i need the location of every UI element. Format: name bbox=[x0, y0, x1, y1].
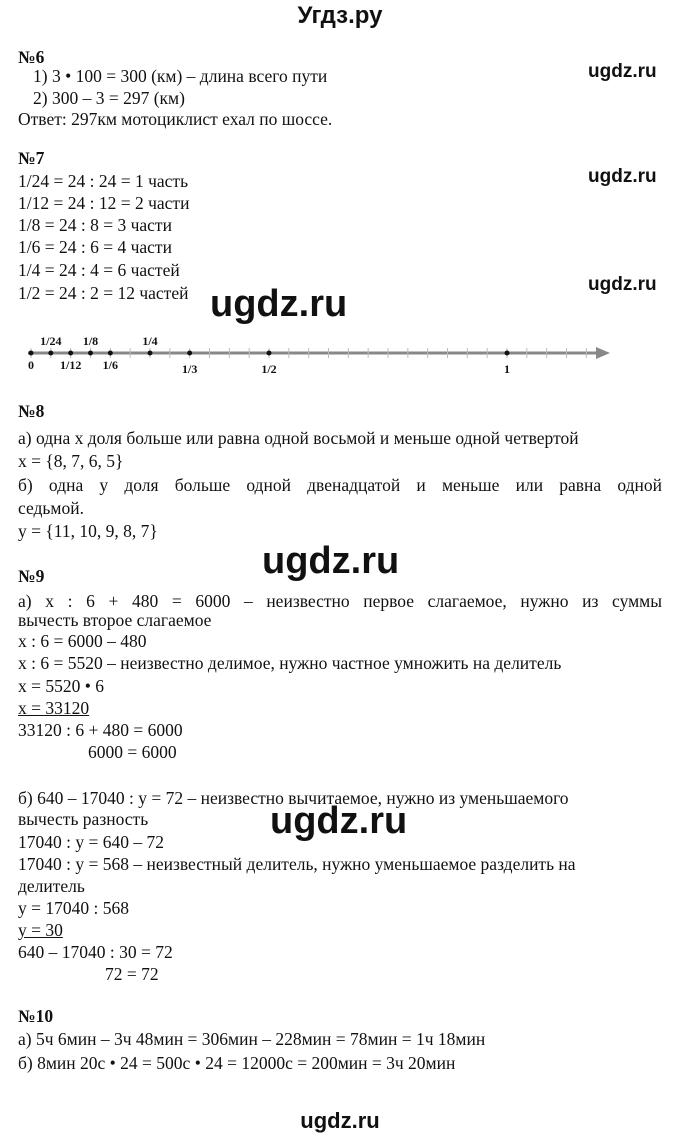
task-9-b-line: б) 640 – 17040 : y = 72 – неизвестно вычитаемое, нужно из уменьшаемого bbox=[18, 788, 569, 808]
point-label: 1/4 bbox=[142, 334, 158, 348]
task-9-a-line: x : 6 = 6000 – 480 bbox=[18, 631, 147, 651]
task-7-line: 1/24 = 24 : 24 = 1 часть bbox=[18, 171, 189, 191]
task-9-b-line: 72 = 72 bbox=[105, 964, 159, 984]
watermark: ugdz.ru bbox=[262, 540, 400, 582]
point-label: 1/6 bbox=[102, 358, 119, 372]
task-9-b-line: y = 17040 : 568 bbox=[18, 898, 129, 918]
point bbox=[108, 351, 113, 356]
task-7-line: 1/4 = 24 : 4 = 6 частей bbox=[18, 260, 180, 280]
point-label: 1 bbox=[504, 362, 510, 376]
task-10-title: №10 bbox=[18, 1006, 54, 1026]
task-7-line: 1/6 = 24 : 6 = 4 части bbox=[18, 237, 172, 257]
task-8-title: №8 bbox=[18, 401, 45, 421]
task-8-a-set: x = {8, 7, 6, 5} bbox=[18, 451, 124, 471]
task-9-b-line: вычесть разность bbox=[18, 809, 149, 829]
task-8-b: б) одна y доля больше одной двенадцатой и меньше или равна одной bbox=[18, 475, 662, 495]
point-label: 1/3 bbox=[181, 362, 198, 376]
point bbox=[29, 351, 34, 356]
point-label: 0 bbox=[28, 358, 34, 372]
point bbox=[187, 351, 192, 356]
axis-arrow bbox=[596, 347, 610, 359]
number-line bbox=[0, 325, 680, 380]
task-8-b-set: y = {11, 10, 9, 8, 7} bbox=[18, 521, 158, 541]
task-7-title: №7 bbox=[18, 148, 45, 168]
watermark: ugdz.ru bbox=[588, 166, 657, 187]
task-6-line: 2) 300 – 3 = 297 (км) bbox=[33, 88, 185, 108]
task-7-line: 1/8 = 24 : 8 = 3 части bbox=[18, 215, 172, 235]
task-9-b-result: y = 30 bbox=[18, 920, 63, 940]
point bbox=[505, 351, 510, 356]
footer-watermark: ugdz.ru bbox=[300, 1108, 380, 1133]
task-9-a-line: x = 5520 • 6 bbox=[18, 676, 104, 696]
task-9-b-line: 17040 : y = 640 – 72 bbox=[18, 832, 164, 852]
task-8-b: седьмой. bbox=[18, 498, 84, 518]
watermark: ugdz.ru bbox=[210, 283, 348, 325]
site-header: Угдз.ру bbox=[297, 2, 383, 29]
point bbox=[148, 351, 153, 356]
task-9-b-line: 640 – 17040 : 30 = 72 bbox=[18, 942, 173, 962]
task-9-b-line: 17040 : y = 568 – неизвестный делитель, нужно уменьшаемое разделить на bbox=[18, 854, 576, 874]
point bbox=[88, 351, 93, 356]
point-label: 1/8 bbox=[82, 334, 99, 348]
task-6-title: №6 bbox=[18, 47, 45, 67]
task-9-a-line: 33120 : 6 + 480 = 6000 bbox=[18, 720, 183, 740]
task-9-a-line: вычесть второе слагаемое bbox=[18, 610, 212, 630]
watermark: ugdz.ru bbox=[270, 800, 408, 842]
task-9-a-line: а) x : 6 + 480 = 6000 – неизвестно первое слагаемое, нужно из суммы bbox=[18, 591, 662, 611]
task-7-line: 1/12 = 24 : 12 = 2 части bbox=[18, 193, 190, 213]
task-9-b-line: делитель bbox=[18, 876, 85, 896]
task-7-line: 1/2 = 24 : 2 = 12 частей bbox=[18, 283, 189, 303]
point-label: 1/12 bbox=[59, 358, 82, 372]
watermark: ugdz.ru bbox=[588, 274, 657, 295]
task-8-a: а) одна x доля больше или равна одной восьмой и меньше одной четвертой bbox=[18, 428, 579, 448]
point bbox=[267, 351, 272, 356]
task-6-line: 1) 3 • 100 = 300 (км) – длина всего пути bbox=[33, 66, 328, 86]
point-label: 1/2 bbox=[261, 362, 277, 376]
task-6-answer: Ответ: 297км мотоциклист ехал по шоссе. bbox=[18, 109, 333, 129]
task-10-line: б) 8мин 20с • 24 = 500с • 24 = 12000с = 200мин = 3ч 20мин bbox=[18, 1053, 456, 1073]
task-9-a-line: 6000 = 6000 bbox=[88, 742, 177, 762]
point bbox=[48, 351, 53, 356]
task-9-a-line: x : 6 = 5520 – неизвестно делимое, нужно частное умножить на делитель bbox=[18, 653, 562, 673]
task-10-line: а) 5ч 6мин – 3ч 48мин = 306мин – 228мин = 78мин = 1ч 18мин bbox=[18, 1029, 486, 1049]
task-9-a-result: x = 33120 bbox=[18, 698, 90, 718]
point-label: 1/24 bbox=[40, 334, 62, 348]
point bbox=[68, 351, 73, 356]
task-9-title: №9 bbox=[18, 566, 45, 586]
watermark: ugdz.ru bbox=[588, 61, 657, 82]
